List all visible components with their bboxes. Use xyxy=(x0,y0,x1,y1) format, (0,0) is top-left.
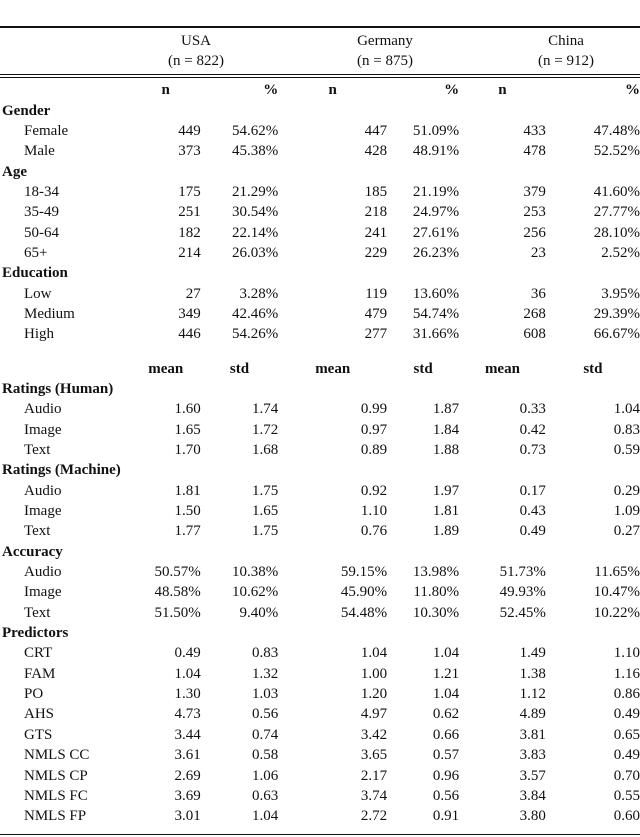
value-cell: 214 xyxy=(178,244,201,261)
country-name: China xyxy=(548,33,584,49)
value-cell: 1.06 xyxy=(251,767,279,784)
subheader-cell: std xyxy=(583,360,603,377)
value-cell: 0.27 xyxy=(613,523,640,540)
value-cell: 2.52% xyxy=(601,244,640,261)
value-cell: 26.03% xyxy=(231,244,279,261)
value-cell: 1.09 xyxy=(613,503,640,520)
value-cell: 51.50% xyxy=(154,604,201,621)
value-cell: 0.49 xyxy=(613,747,640,764)
value-cell: 59.15% xyxy=(340,564,388,581)
value-cell: 175 xyxy=(178,183,201,200)
value-cell: 51.73% xyxy=(499,564,546,581)
row-label: High xyxy=(24,326,54,343)
value-cell: 31.66% xyxy=(412,326,460,343)
row-label: NMLS FP xyxy=(24,808,87,825)
value-cell: 1.87 xyxy=(432,401,460,418)
value-cell: 277 xyxy=(364,326,388,343)
value-cell: 0.42 xyxy=(519,421,546,438)
section-row xyxy=(0,542,640,562)
value-cell: 47.48% xyxy=(593,122,640,139)
value-cell: 3.01 xyxy=(174,808,201,825)
value-cell: 3.81 xyxy=(519,726,546,743)
value-cell: 1.70 xyxy=(174,442,201,459)
value-cell: 30.54% xyxy=(231,204,279,221)
header-rule-1 xyxy=(0,74,640,75)
value-cell: 42.46% xyxy=(231,305,279,322)
row-label: Text xyxy=(24,604,51,621)
value-cell: 0.33 xyxy=(519,401,546,418)
row-label: 35-49 xyxy=(24,204,59,221)
header-china xyxy=(496,31,636,71)
value-cell: 0.49 xyxy=(613,706,640,723)
value-cell: 27.77% xyxy=(593,204,640,221)
value-cell: 3.84 xyxy=(519,787,546,804)
value-cell: 218 xyxy=(364,204,388,221)
value-cell: 0.62 xyxy=(432,706,460,723)
value-cell: 4.73 xyxy=(174,706,201,723)
section-row xyxy=(0,460,640,480)
value-cell: 0.96 xyxy=(432,767,460,784)
value-cell: 3.83 xyxy=(519,747,546,764)
value-cell: 48.58% xyxy=(154,584,201,601)
value-cell: 9.40% xyxy=(239,604,279,621)
row-label: GTS xyxy=(24,726,53,743)
value-cell: 0.66 xyxy=(432,726,460,743)
subheader-cell: % xyxy=(263,82,279,99)
value-cell: 52.45% xyxy=(499,604,546,621)
row-label: Image xyxy=(24,584,62,601)
subheader-row xyxy=(0,358,640,378)
value-cell: 3.69 xyxy=(174,787,201,804)
value-cell: 50.57% xyxy=(154,564,201,581)
value-cell: 3.74 xyxy=(360,787,388,804)
value-cell: 3.61 xyxy=(174,747,201,764)
value-cell: 251 xyxy=(178,204,201,221)
value-cell: 3.80 xyxy=(519,808,546,825)
table-row xyxy=(0,283,640,303)
value-cell: 29.39% xyxy=(593,305,640,322)
value-cell: 27.61% xyxy=(412,224,460,241)
section-title: Ratings (Human) xyxy=(2,380,114,397)
table-row xyxy=(0,141,640,161)
table-row xyxy=(0,684,640,704)
value-cell: 4.89 xyxy=(519,706,546,723)
value-cell: 0.83 xyxy=(613,421,640,438)
value-cell: 1.50 xyxy=(174,503,201,520)
value-cell: 1.81 xyxy=(174,482,201,499)
value-cell: 1.84 xyxy=(432,421,460,438)
subheader-cell: n xyxy=(498,82,507,99)
value-cell: 2.72 xyxy=(360,808,388,825)
subheader-cell: n xyxy=(328,82,337,99)
table-row xyxy=(0,324,640,344)
value-cell: 3.28% xyxy=(239,285,279,302)
value-cell: 3.57 xyxy=(519,767,546,784)
table-row xyxy=(0,704,640,724)
row-label: FAM xyxy=(24,665,56,682)
value-cell: 349 xyxy=(178,305,201,322)
value-cell: 3.44 xyxy=(174,726,201,743)
value-cell: 1.32 xyxy=(251,665,279,682)
spacer-cell xyxy=(0,344,131,358)
value-cell: 0.70 xyxy=(613,767,640,784)
subheader-row xyxy=(0,80,640,100)
country-n: (n = 912) xyxy=(538,53,594,69)
row-label: Low xyxy=(24,285,52,302)
value-cell: 54.26% xyxy=(231,326,279,343)
value-cell: 1.68 xyxy=(251,442,279,459)
table-row xyxy=(0,765,640,785)
value-cell: 0.65 xyxy=(613,726,640,743)
value-cell: 0.86 xyxy=(613,686,640,703)
value-cell: 2.69 xyxy=(174,767,201,784)
value-cell: 0.57 xyxy=(432,747,460,764)
value-cell: 0.73 xyxy=(519,442,546,459)
value-cell: 0.60 xyxy=(613,808,640,825)
value-cell: 478 xyxy=(523,143,546,160)
value-cell: 428 xyxy=(364,143,388,160)
header-rule-2 xyxy=(0,77,640,78)
value-cell: 1.81 xyxy=(432,503,460,520)
value-cell: 51.09% xyxy=(412,122,460,139)
row-label: Audio xyxy=(24,564,62,581)
value-cell: 241 xyxy=(364,224,388,241)
header-usa xyxy=(126,31,266,71)
top-rule xyxy=(0,26,640,28)
value-cell: 373 xyxy=(178,143,201,160)
table-row xyxy=(0,806,640,826)
subheader-cell: % xyxy=(625,82,640,99)
value-cell: 36 xyxy=(530,285,546,302)
table-row xyxy=(0,521,640,541)
value-cell: 1.04 xyxy=(174,665,201,682)
table-row xyxy=(0,562,640,582)
country-name: Germany xyxy=(357,33,413,49)
value-cell: 54.48% xyxy=(340,604,388,621)
row-label: Male xyxy=(24,143,55,160)
table-row xyxy=(0,304,640,324)
value-cell: 1.04 xyxy=(432,645,460,662)
country-n: (n = 822) xyxy=(168,53,224,69)
row-label: NMLS FC xyxy=(24,787,88,804)
value-cell: 0.83 xyxy=(251,645,279,662)
value-cell: 0.58 xyxy=(251,747,279,764)
value-cell: 1.10 xyxy=(613,645,640,662)
value-cell: 0.55 xyxy=(613,787,640,804)
value-cell: 1.75 xyxy=(251,482,279,499)
table-row xyxy=(0,243,640,263)
value-cell: 1.10 xyxy=(360,503,388,520)
value-cell: 1.21 xyxy=(432,665,460,682)
value-cell: 0.99 xyxy=(360,401,388,418)
value-cell: 13.98% xyxy=(412,564,460,581)
row-label: 50-64 xyxy=(24,224,59,241)
section-row xyxy=(0,100,640,120)
value-cell: 3.95% xyxy=(601,285,640,302)
value-cell: 1.03 xyxy=(251,686,279,703)
table-row xyxy=(0,440,640,460)
row-label: Audio xyxy=(24,401,62,418)
row-label: Medium xyxy=(24,305,75,322)
value-cell: 41.60% xyxy=(593,183,640,200)
value-cell: 10.62% xyxy=(231,584,279,601)
value-cell: 1.04 xyxy=(432,686,460,703)
value-cell: 1.20 xyxy=(360,686,388,703)
row-label: 65+ xyxy=(24,244,48,261)
table-row xyxy=(0,664,640,684)
subheader-blank xyxy=(0,80,131,100)
row-label: Text xyxy=(24,523,51,540)
value-cell: 1.72 xyxy=(251,421,279,438)
value-cell: 24.97% xyxy=(412,204,460,221)
spacer-row xyxy=(0,344,640,358)
value-cell: 1.60 xyxy=(174,401,201,418)
value-cell: 21.19% xyxy=(412,183,460,200)
subheader-cell: mean xyxy=(148,360,184,377)
value-cell: 54.74% xyxy=(412,305,460,322)
value-cell: 0.56 xyxy=(251,706,279,723)
subheader-cell: mean xyxy=(484,360,520,377)
table-row xyxy=(0,603,640,623)
value-cell: 23 xyxy=(530,244,546,261)
value-cell: 22.14% xyxy=(231,224,279,241)
section-title: Accuracy xyxy=(2,543,63,560)
row-label: PO xyxy=(24,686,44,703)
value-cell: 2.17 xyxy=(360,767,388,784)
value-cell: 0.97 xyxy=(360,421,388,438)
value-cell: 1.97 xyxy=(432,482,460,499)
value-cell: 13.60% xyxy=(412,285,460,302)
table-row xyxy=(0,481,640,501)
header-germany xyxy=(315,31,455,71)
value-cell: 256 xyxy=(523,224,546,241)
section-title: Education xyxy=(2,265,68,282)
value-cell: 1.74 xyxy=(251,401,279,418)
value-cell: 28.10% xyxy=(593,224,640,241)
value-cell: 1.04 xyxy=(613,401,640,418)
value-cell: 379 xyxy=(523,183,546,200)
table-row xyxy=(0,745,640,765)
value-cell: 0.63 xyxy=(251,787,279,804)
subheader-cell: % xyxy=(444,82,460,99)
value-cell: 0.43 xyxy=(519,503,546,520)
table-row xyxy=(0,786,640,806)
table-row xyxy=(0,582,640,602)
value-cell: 0.49 xyxy=(174,645,201,662)
value-cell: 11.80% xyxy=(413,584,460,601)
value-cell: 26.23% xyxy=(412,244,460,261)
section-title: Gender xyxy=(2,102,51,119)
value-cell: 1.38 xyxy=(519,665,546,682)
table-row xyxy=(0,501,640,521)
table-row xyxy=(0,399,640,419)
value-cell: 49.93% xyxy=(499,584,546,601)
value-cell: 0.92 xyxy=(360,482,388,499)
value-cell: 10.38% xyxy=(231,564,279,581)
value-cell: 1.30 xyxy=(174,686,201,703)
value-cell: 253 xyxy=(523,204,546,221)
value-cell: 608 xyxy=(523,326,546,343)
table-row xyxy=(0,121,640,141)
row-label: NMLS CP xyxy=(24,767,88,784)
value-cell: 229 xyxy=(364,244,388,261)
value-cell: 1.16 xyxy=(613,665,640,682)
section-row xyxy=(0,623,640,643)
row-label: Image xyxy=(24,503,62,520)
value-cell: 21.29% xyxy=(231,183,279,200)
subheader-cell: std xyxy=(413,360,433,377)
value-cell: 3.42 xyxy=(360,726,388,743)
value-cell: 268 xyxy=(523,305,546,322)
value-cell: 11.65% xyxy=(594,564,640,581)
value-cell: 1.65 xyxy=(174,421,201,438)
value-cell: 433 xyxy=(523,122,546,139)
value-cell: 10.47% xyxy=(593,584,640,601)
value-cell: 1.65 xyxy=(251,503,279,520)
value-cell: 1.77 xyxy=(174,523,201,540)
value-cell: 66.67% xyxy=(593,326,640,343)
row-label: Female xyxy=(24,122,69,139)
section-row xyxy=(0,263,640,283)
section-title: Ratings (Machine) xyxy=(2,462,121,479)
country-n: (n = 875) xyxy=(357,53,413,69)
value-cell: 1.89 xyxy=(432,523,460,540)
section-title: Predictors xyxy=(2,625,69,642)
value-cell: 185 xyxy=(364,183,388,200)
value-cell: 0.59 xyxy=(613,442,640,459)
table-row xyxy=(0,725,640,745)
value-cell: 0.89 xyxy=(360,442,388,459)
value-cell: 0.74 xyxy=(251,726,279,743)
table-row xyxy=(0,643,640,663)
value-cell: 0.49 xyxy=(519,523,546,540)
row-label: CRT xyxy=(24,645,53,662)
value-cell: 1.12 xyxy=(519,686,546,703)
value-cell: 1.04 xyxy=(360,645,388,662)
section-row xyxy=(0,379,640,399)
value-cell: 45.38% xyxy=(231,143,279,160)
table-row xyxy=(0,420,640,440)
value-cell: 1.49 xyxy=(519,645,546,662)
subheader-cell: std xyxy=(229,360,250,377)
value-cell: 1.00 xyxy=(360,665,388,682)
table-row xyxy=(0,202,640,222)
value-cell: 52.52% xyxy=(593,143,640,160)
value-cell: 0.29 xyxy=(613,482,640,499)
value-cell: 27 xyxy=(185,285,201,302)
table-row xyxy=(0,222,640,242)
country-name: USA xyxy=(180,33,211,49)
subheader-blank xyxy=(0,358,131,378)
value-cell: 182 xyxy=(178,224,201,241)
value-cell: 449 xyxy=(178,122,201,139)
subheader-cell: mean xyxy=(315,360,351,377)
value-cell: 0.17 xyxy=(519,482,546,499)
row-label: AHS xyxy=(24,706,55,723)
value-cell: 119 xyxy=(365,285,388,302)
value-cell: 1.75 xyxy=(251,523,279,540)
row-label: NMLS CC xyxy=(24,747,90,764)
value-cell: 10.22% xyxy=(593,604,640,621)
section-row xyxy=(0,161,640,181)
value-cell: 479 xyxy=(364,305,388,322)
subheader-cell: n xyxy=(161,82,170,99)
section-title: Age xyxy=(2,163,27,180)
bottom-rule xyxy=(0,834,640,835)
value-cell: 0.76 xyxy=(360,523,388,540)
value-cell: 0.56 xyxy=(432,787,460,804)
row-label: Image xyxy=(24,421,62,438)
row-label: Text xyxy=(24,442,51,459)
value-cell: 10.30% xyxy=(412,604,460,621)
value-cell: 48.91% xyxy=(412,143,460,160)
value-cell: 54.62% xyxy=(231,122,279,139)
value-cell: 0.91 xyxy=(432,808,460,825)
value-cell: 4.97 xyxy=(360,706,388,723)
row-label: Audio xyxy=(24,482,62,499)
value-cell: 1.88 xyxy=(432,442,460,459)
value-cell: 447 xyxy=(364,122,388,139)
row-label: 18-34 xyxy=(24,183,59,200)
value-cell: 446 xyxy=(178,326,201,343)
value-cell: 1.04 xyxy=(251,808,279,825)
table-row xyxy=(0,182,640,202)
value-cell: 45.90% xyxy=(340,584,388,601)
data-table xyxy=(0,80,640,826)
value-cell: 3.65 xyxy=(360,747,388,764)
